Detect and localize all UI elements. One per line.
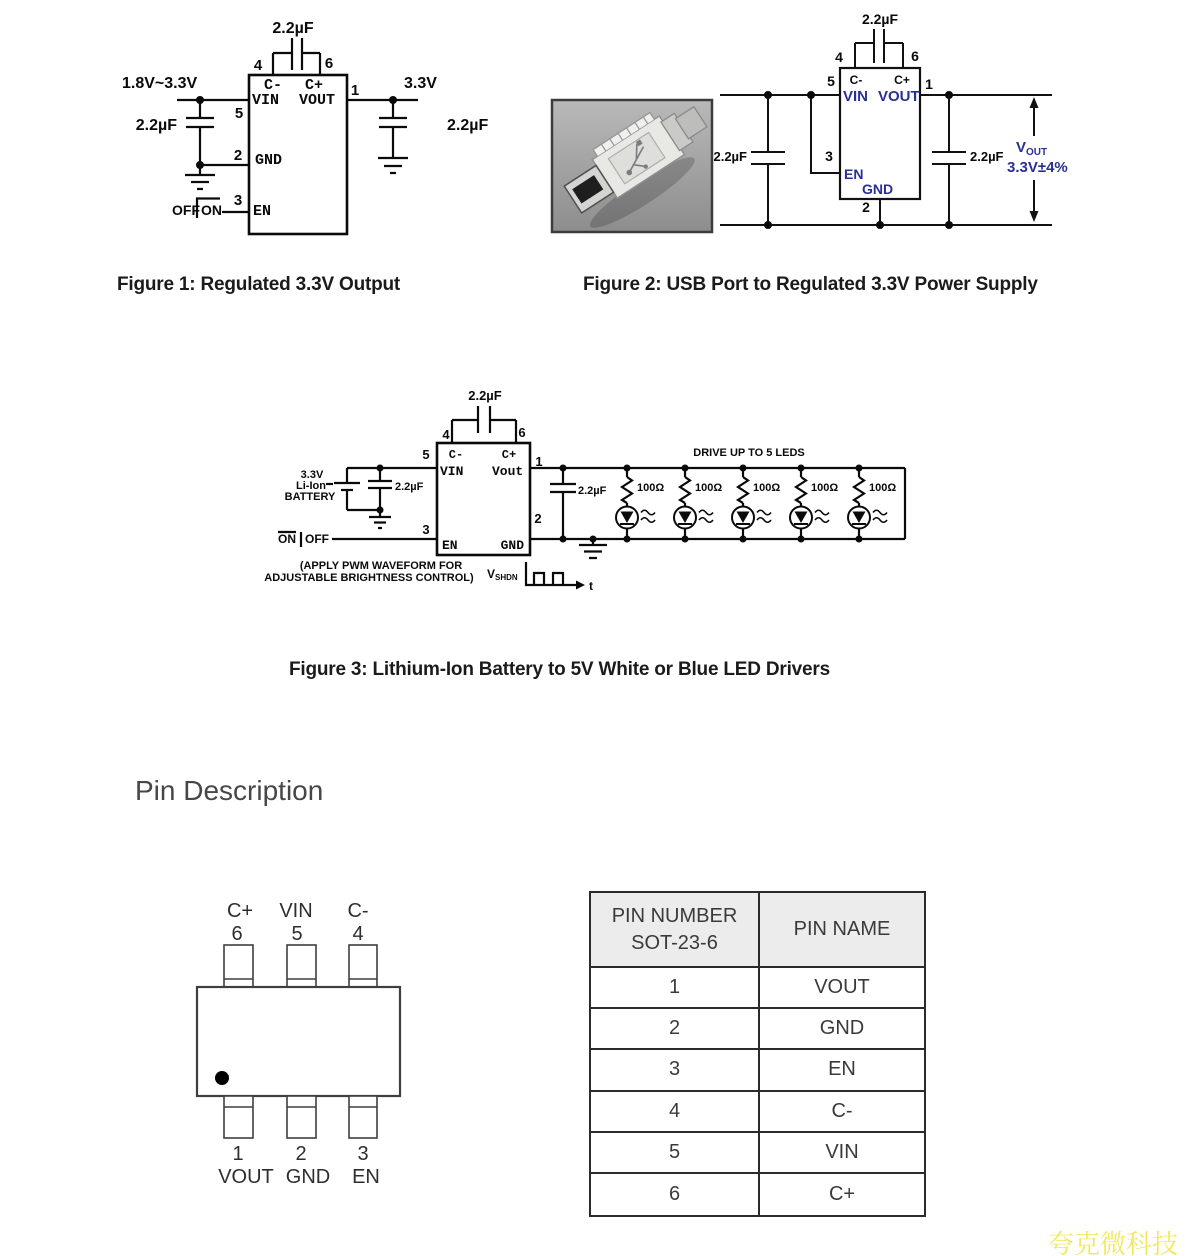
usb-connector-photo	[552, 91, 724, 237]
package-top-pin-name: VIN	[279, 900, 313, 922]
package-pin	[287, 945, 316, 987]
fig1-output-cap-label: 2.2µF	[447, 117, 489, 134]
fig3-led-array	[530, 447, 905, 558]
fig1-top-cap-label: 2.2µF	[272, 20, 314, 37]
table-cell-pin-name: C+	[828, 1182, 856, 1205]
fig3-battery-label-line2: Li-Ion	[296, 480, 326, 492]
figure3-caption: Figure 3: Lithium-Ion Battery to 5V White or Blue LED Drivers	[289, 659, 830, 680]
fig3-flying-capacitor	[452, 388, 516, 443]
fig1-switch-on-label: ON	[201, 202, 222, 218]
fig1-chip-vin-label: VIN	[252, 92, 280, 109]
package-pin	[349, 1096, 377, 1138]
fig2-pin2-number: 2	[862, 199, 870, 215]
pin-description-table	[589, 891, 926, 1217]
fig2-chip-en-label: EN	[844, 166, 864, 182]
fig3-battery-label-line3: BATTERY	[284, 491, 336, 503]
led-branch	[732, 465, 771, 543]
fig3-chip-vin-label: VIN	[440, 464, 464, 479]
led-branch	[848, 465, 887, 543]
fig3-battery-input	[285, 465, 437, 529]
package-top-pin-number: 5	[291, 923, 303, 945]
fig2-pin3-number: 3	[825, 148, 833, 164]
table-cell-pin-number: 1	[591, 968, 760, 1009]
pin1-indicator-dot	[215, 1071, 229, 1085]
fig1-output-voltage-label: 3.3V	[404, 75, 437, 92]
package-bottom-pin-number: 1	[232, 1143, 244, 1165]
fig2-chip-vin-label: VIN	[843, 88, 869, 105]
fig2-top-cap-label: 2.2µF	[861, 11, 899, 27]
table-header-line1: PIN NUMBER	[611, 904, 738, 927]
fig1-flying-capacitor	[272, 20, 320, 75]
fig3-switch-off-label: OFF	[305, 532, 329, 546]
fig3-pin2-number: 2	[534, 511, 542, 526]
fig2-pin5-number: 5	[827, 73, 835, 89]
figure2-schematic	[552, 11, 1068, 236]
ground-symbol	[579, 539, 607, 558]
fig2-chip-cplus-label: C+	[894, 73, 910, 87]
fig1-input-voltage-label: 1.8V~3.3V	[122, 75, 198, 92]
fig1-pin4-number: 4	[253, 57, 263, 74]
arrow-right-icon	[576, 581, 585, 590]
fig3-resistor-label: 100Ω	[695, 482, 723, 494]
fig3-drive-label: DRIVE UP TO 5 LEDS	[693, 447, 805, 459]
fig3-chip-cplus-label: C+	[501, 448, 517, 462]
pin-description-heading: Pin Description	[135, 775, 324, 806]
fig2-flying-capacitor	[855, 11, 903, 68]
package-top-pin-number: 4	[352, 923, 364, 945]
figure3-schematic	[264, 388, 905, 593]
arrow-up-icon	[1030, 97, 1039, 108]
fig1-pin5-number: 5	[234, 105, 244, 122]
fig3-enable-switch	[278, 532, 437, 547]
table-cell-pin-name: VIN	[760, 1133, 924, 1174]
fig3-resistor-label: 100Ω	[811, 482, 839, 494]
fig3-resistor-label: 100Ω	[869, 482, 897, 494]
table-header-line2: SOT-23-6	[631, 931, 718, 954]
package-top-pin-name: C+	[226, 900, 254, 922]
fig3-pwm-note-line1: (APPLY PWM WAVEFORM FOR	[299, 560, 463, 572]
fig1-output-network	[347, 75, 488, 173]
fig1-input-network	[122, 75, 249, 189]
fig2-vout-annotation	[1007, 97, 1068, 222]
table-cell-pin-name: VOUT	[760, 968, 924, 1009]
package-bottom-pin-number: 3	[357, 1143, 369, 1165]
fig1-pin6-number: 6	[324, 55, 334, 72]
vendor-watermark: 夸克微科技	[1048, 1229, 1179, 1256]
fig3-chip-gnd-label: GND	[500, 538, 524, 553]
fig3-chip-vout-label: Vout	[492, 464, 524, 479]
package-bottom-pin-name: EN	[352, 1166, 380, 1188]
fig3-pwm-note-line2: ADJUSTABLE BRIGHTNESS CONTROL)	[264, 572, 474, 584]
fig3-input-cap-label: 2.2µF	[395, 481, 424, 493]
package-pin	[287, 1096, 316, 1138]
package-bottom-pin-name: GND	[285, 1166, 331, 1188]
fig3-battery-label-line1: 3.3V	[300, 469, 324, 481]
fig3-pin6-number: 6	[518, 425, 526, 440]
table-cell-pin-number: 3	[591, 1050, 760, 1091]
fig3-vshdn-waveform	[487, 562, 593, 593]
table-header-pin-number	[591, 893, 760, 968]
fig3-top-cap-label: 2.2µF	[468, 388, 502, 403]
ground-symbol	[378, 158, 408, 173]
fig3-chip-en-label: EN	[442, 538, 458, 553]
fig2-chip-cminus-label: C-	[849, 73, 863, 87]
package-bottom-pin-number: 2	[295, 1143, 307, 1165]
fig1-chip-cplus-label: C+	[304, 77, 324, 94]
table-cell-pin-number: 5	[591, 1133, 760, 1174]
fig3-pin4-number: 4	[442, 427, 450, 442]
package-pin	[224, 1096, 253, 1138]
fig2-chip-gnd-label: GND	[862, 181, 894, 197]
fig1-chip-gnd-label: GND	[255, 152, 283, 169]
package-bottom-pin-name: VOUT	[218, 1166, 274, 1188]
fig2-pin6-number: 6	[911, 48, 919, 64]
battery-symbol	[334, 468, 360, 510]
fig2-vout-symbol: $V_{OUT}$	[1016, 139, 1048, 158]
fig2-ground-rail	[720, 199, 1052, 229]
fig1-chip-cminus-label: C-	[263, 77, 283, 94]
fig3-pin5-number: 5	[422, 447, 430, 462]
package-top-pin-name: C-	[347, 900, 369, 922]
fig1-pin2-number: 2	[233, 147, 243, 164]
fig2-input-cap-label: 2.2µF	[713, 149, 747, 164]
table-cell-pin-number: 2	[591, 1009, 760, 1050]
fig1-pin3-number: 3	[233, 192, 243, 209]
led-branch	[674, 465, 713, 543]
ground-symbol	[185, 165, 215, 189]
fig1-pin1-number: 1	[350, 82, 360, 99]
table-cell-pin-name: C-	[760, 1092, 924, 1133]
package-top-pin-number: 6	[231, 923, 243, 945]
fig2-output-cap-label: 2.2µF	[970, 149, 1004, 164]
arrow-down-icon	[1030, 211, 1039, 222]
table-cell-pin-number: 4	[591, 1092, 760, 1133]
ground-symbol	[369, 510, 391, 528]
fig3-resistor-label: 100Ω	[753, 482, 781, 494]
table-cell-pin-name: EN	[760, 1050, 924, 1091]
package-pin	[224, 945, 253, 987]
fig3-pin1-number: 1	[535, 454, 543, 469]
fig3-resistor-label: 100Ω	[637, 482, 665, 494]
fig3-time-axis-label: t	[589, 579, 593, 593]
package-diagram	[197, 900, 400, 1188]
table-cell-pin-name: GND	[760, 1009, 924, 1050]
fig2-pin1-number: 1	[925, 76, 933, 92]
fig1-input-cap-label: 2.2µF	[135, 117, 177, 134]
package-pin	[349, 945, 377, 987]
fig3-switch-on-label: ON	[278, 532, 296, 546]
fig2-output-network	[920, 91, 1052, 225]
fig1-chip-en-label: EN	[253, 203, 272, 220]
table-cell-pin-number: 6	[591, 1174, 760, 1215]
fig3-vshdn-label: VSHDN	[487, 567, 518, 582]
figure1-schematic	[122, 20, 488, 234]
table-header-pin-name: PIN NAME	[760, 893, 924, 968]
led-branch	[616, 465, 655, 543]
fig2-chip-vout-label: VOUT	[878, 88, 920, 105]
fig2-vout-value: 3.3V±4%	[1007, 159, 1068, 176]
fig3-output-cap-label: 2.2µF	[578, 485, 607, 497]
fig2-pin4-number: 4	[835, 49, 843, 65]
fig3-chip-cminus-label: C-	[448, 448, 464, 462]
fig1-chip-vout-label: VOUT	[298, 92, 336, 109]
figure1-caption: Figure 1: Regulated 3.3V Output	[117, 274, 401, 295]
led-branch	[790, 465, 829, 543]
fig1-switch-off-label: OFF	[172, 202, 200, 218]
fig2-input-network	[713, 91, 840, 225]
figure2-caption: Figure 2: USB Port to Regulated 3.3V Power Supply	[583, 274, 1038, 295]
fig3-pin3-number: 3	[422, 522, 430, 537]
